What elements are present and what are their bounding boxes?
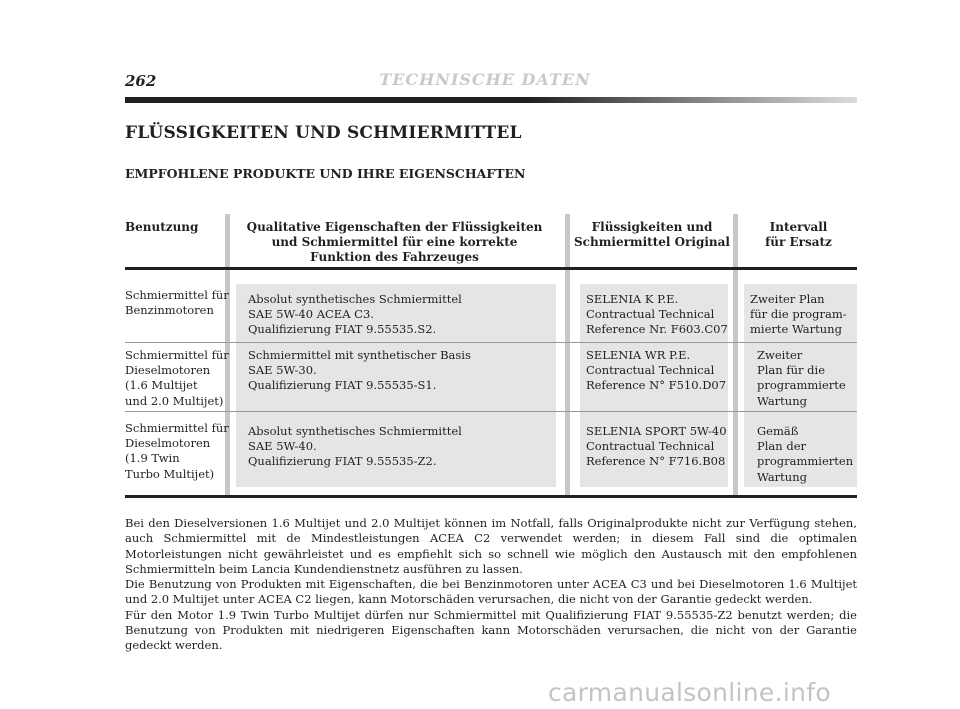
table-row-1-usage: Schmiermittel für Benzinmotoren [125,288,229,318]
column-separator [733,214,738,497]
page-title: FLÜSSIGKEITEN UND SCHMIERMITTEL [125,123,522,143]
table-bottom-rule [125,495,857,498]
table-row-3-original: SELENIA SPORT 5W-40 Contractual Technical Reference N° F716.B08 [586,424,727,469]
page-number: 262 [125,72,157,90]
table-row-1-quality: Absolut synthetisches Schmiermittel SAE 5W-40 ACEA C3. Qualifizierung FIAT 9.55535.S2. [248,292,462,337]
table-row-2-quality: Schmiermittel mit synthetischer Basis SAE 5W-30. Qualifizierung FIAT 9.55535-S1. [248,348,471,393]
header-original: Flüssigkeiten und Schmiermittel Original [574,220,730,249]
row-separator [125,411,857,412]
table-header-rule [125,267,857,270]
table-row-1-interval: Zweiter Plan für die program- mierte Wartung [750,292,847,337]
footnote-paragraph: Für den Motor 1.9 Twin Turbo Multijet dürfen nur Schmiermittel mit Qualifizierung FIAT 9.55535-Z2 benutzt werden; die Benutzung von Produkten mit niedrigeren Eigenschaften kann Motorschäden verursachen, die nicht von der Garantie gedeckt werden. [125,607,857,653]
footnote-paragraph: Die Benutzung von Produkten mit Eigenschaften, die bei Benzinmotoren unter ACEA C3 und bei Dieselmotoren 1.6 Multijet und 2.0 Multijet unter ACEA C2 liegen, kann Motorschäden verursachen, die nicht von der Garantie gedeckt werden. [125,577,857,607]
header-quality: Qualitative Eigenschaften der Flüssigkeiten und Schmiermittel für eine korrekte Funktion des Fahrzeuges [246,220,543,264]
table-row-2-interval: Zweiter Plan für die programmierte Wartung [757,348,846,408]
footnotes [125,516,857,654]
header-rule [125,97,857,103]
running-title: TECHNISCHE DATEN [379,70,591,89]
column-separator [565,214,570,497]
watermark: carmanualsonline.info [548,678,831,707]
row-separator [125,342,857,343]
table-row-1-original: SELENIA K P.E. Contractual Technical Reference Nr. F603.C07 [586,292,728,337]
table-row-2-usage: Schmiermittel für Dieselmotoren (1.6 Multijet und 2.0 Multijet) [125,348,229,408]
footnote-paragraph: Bei den Dieselversionen 1.6 Multijet und 2.0 Multijet können im Notfall, falls Originalprodukte nicht zur Verfügung stehen, auch Schmiermittel mit de Mindestleistungen ACEA C2 verwendet werden; in diesem Fall sind die optimalen Motorleistungen nicht gewährleistet und es empfiehlt sich so schnell wie möglich den Austausch mit den empfohlenen Schmiermitteln beim Lancia Kundendienstnetz ausführen zu lassen. [125,516,857,576]
section-subtitle: EMPFOHLENE PRODUKTE UND IHRE EIGENSCHAFTEN [125,166,526,181]
table-row-3-quality: Absolut synthetisches Schmiermittel SAE 5W-40. Qualifizierung FIAT 9.55535-Z2. [248,424,462,469]
header-usage: Benutzung [125,220,199,234]
header-interval: Intervall für Ersatz [765,220,832,249]
table-row-3-interval: Gemäß Plan der programmierten Wartung [757,424,854,484]
table-row-2-original: SELENIA WR P.E. Contractual Technical Reference N° F510.D07 [586,348,727,393]
table-row-3-usage: Schmiermittel für Dieselmotoren (1.9 Twin Turbo Multijet) [125,421,229,481]
